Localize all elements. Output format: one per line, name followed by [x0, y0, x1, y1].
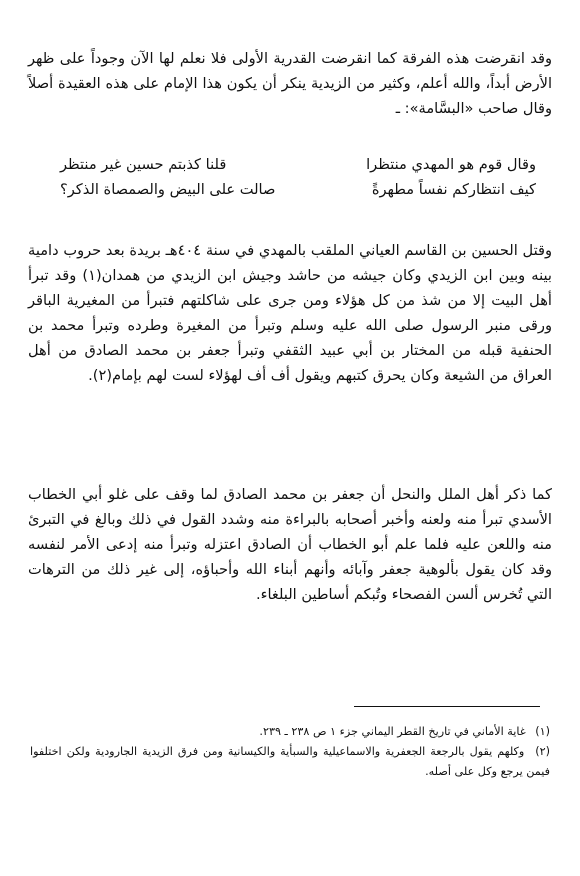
- footnote-separator: [354, 706, 540, 707]
- footnote-2: [30, 742, 550, 782]
- footnote-2-text: وكلهم يقول بالرجعة الجعفرية والاسماعيلية والسبأية والكيسانية ومن فرق الزيدية الجارودية ولكن اختلفوا فيمن يرجع وكل على أصله.: [30, 745, 550, 778]
- paragraph-3: كما ذكر أهل الملل والنحل أن جعفر بن محمد الصادق لما وقف على غلو أبي الخطاب الأسدي تبرأ منه ولعنه وأخبر أصحابه بالبراءة منه وشدد القول في ذلك وبالغ في التبرئ منه واللعن عليه فلما علم أبو الخطاب أن الصادق اعتزله وتبرأ منه إدعى الأمر لنفسه وقد كان يقول بألوهية جعفر وآبائه وأنهم أبناء الله وأحباؤه، إلى غير ذلك من الترهات التي تُخرس ألسن الفصحاء وتُبكم أساطين البلغاء.: [28, 486, 552, 603]
- footnotes: [30, 722, 550, 782]
- verse-1-second-hemistich: قلنا كذبتم حسين غير منتظر: [60, 156, 227, 173]
- footnote-2-number: (٢): [535, 745, 550, 758]
- verse-2-second-hemistich: صالت على البيض والصمصاة الذكر؟: [60, 181, 276, 198]
- footnote-1-text: غاية الأماني في تاريخ القطر اليماني جزء ١ ص ٢٣٨ ـ ٢٣٩.: [259, 725, 526, 738]
- poem-verse-2: [60, 177, 536, 202]
- footnote-1: [30, 722, 550, 742]
- poem-verse-1: [60, 152, 536, 177]
- paragraph-1: وقد انقرضت هذه الفرقة كما انقرضت القدرية الأولى فلا نعلم لها الآن وجوداً على ظهر الأرض أبداً، والله أعلم، وكثير من الزيدية ينكر أن يكون هذا الإمام على هذه العقيدة أصلاً وقال صاحب «البسَّامة»: ـ: [28, 50, 552, 117]
- verse-1-first-hemistich: وقال قوم هو المهدي منتظرا: [366, 156, 536, 173]
- verse-2-first-hemistich: كيف انتظاركم نفساً مطهرةً: [371, 181, 536, 198]
- paragraph-2: وقتل الحسين بن القاسم العياني الملقب بالمهدي في سنة ٤٠٤هـ بريدة بعد حروب دامية بينه وبين ابن الزيدي وكان جيشه من حاشد وجيش ابن الزيدي من همدان(١) وقد تبرأ أهل البيت إلا من شذ من كل هؤلاء ومن جرى على شاكلتهم فتبرأ من المغيرية الباقر ورقى منبر الرسول صلى الله عليه وسلم وتبرأ من المغيرة وطرده وتبرأ محمد بن الحنفية قبله من المختار بن أبي عبيد الثقفي وتبرأ جعفر بن محمد الصادق من أهل العراق من الشيعة وكان يحرق كتبهم ويقول أف أف لهؤلاء لست لهم بإمام(٢).: [28, 242, 552, 384]
- poem: [60, 152, 536, 202]
- footnote-1-number: (١): [535, 725, 550, 738]
